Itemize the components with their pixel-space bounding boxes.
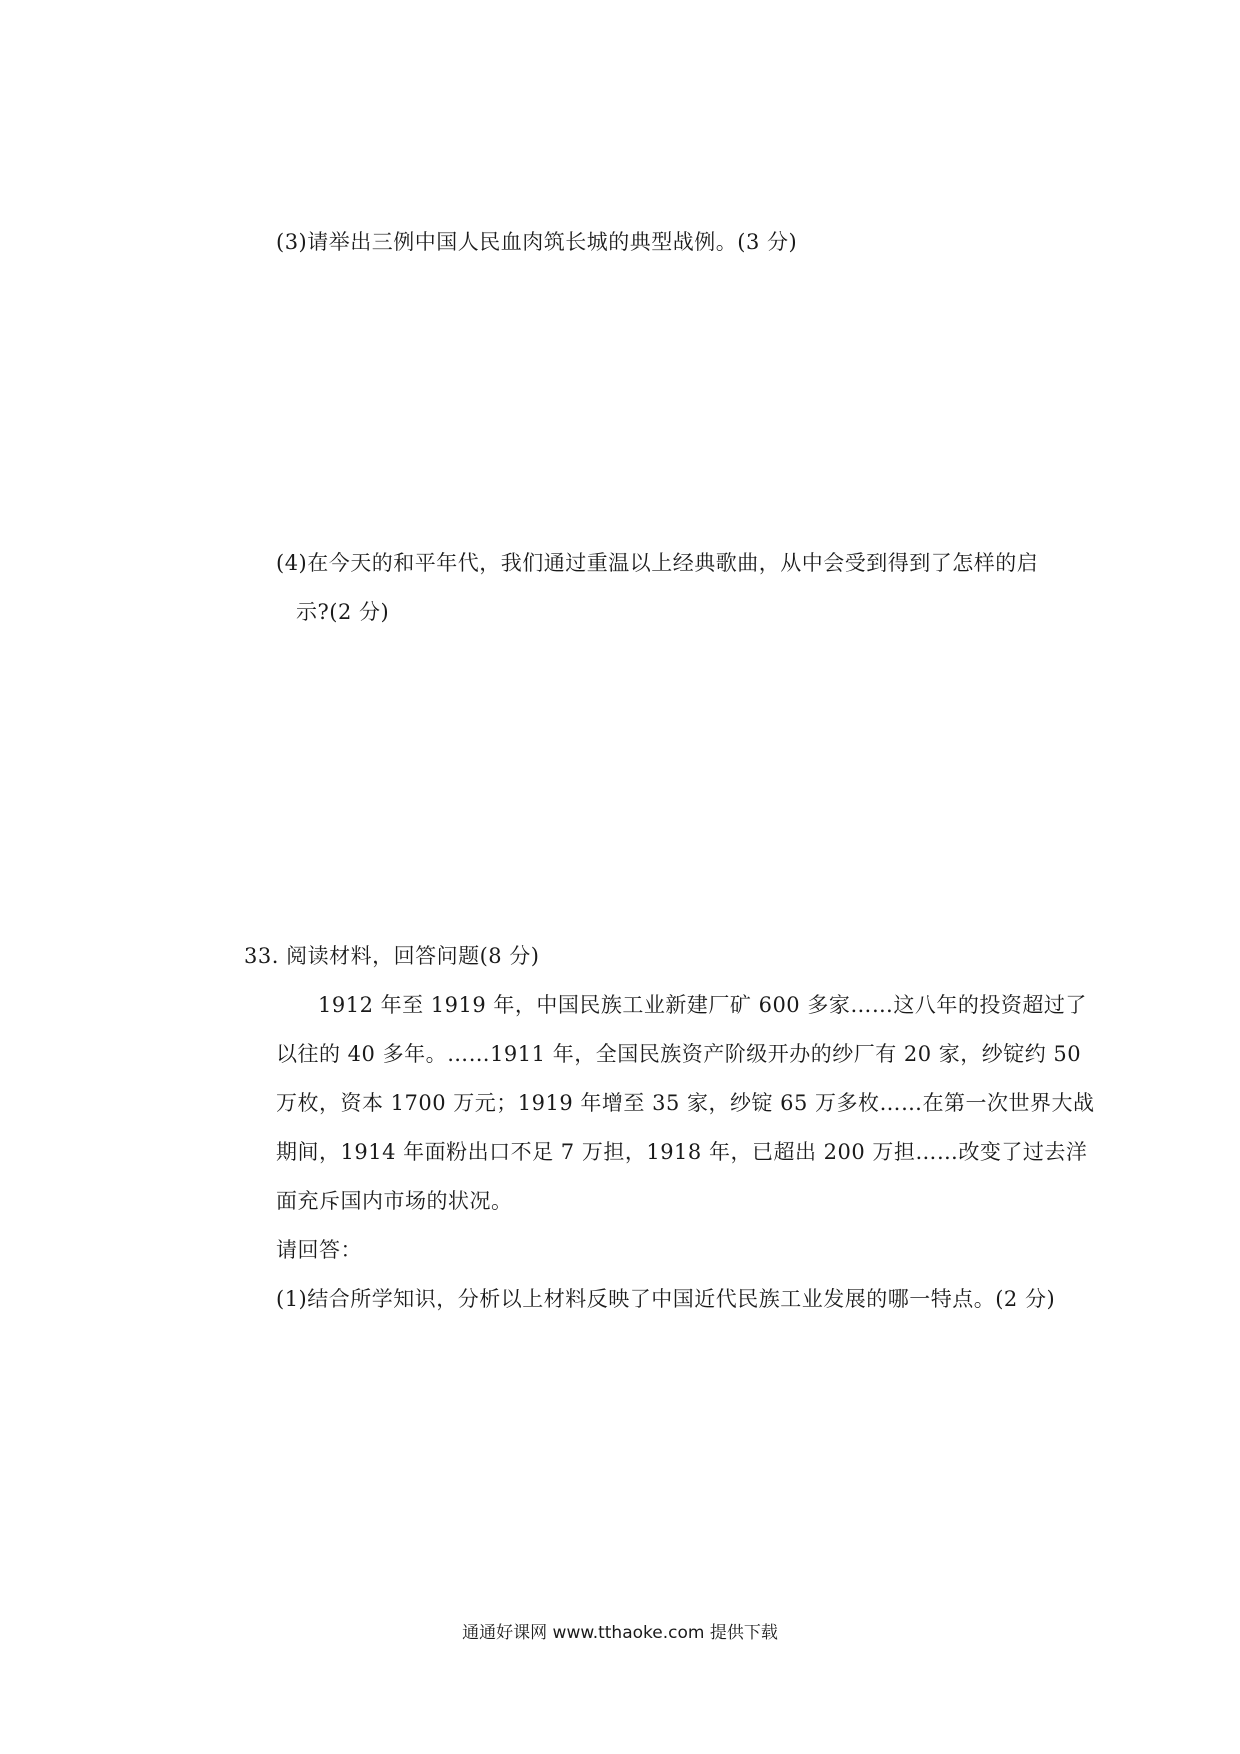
material-line: 面充斥国内市场的状况。	[276, 1189, 513, 1213]
question-32-part-4-line-1: (4)在今天的和平年代，我们通过重温以上经典歌曲，从中会受到得到了怎样的启	[276, 551, 1039, 575]
question-32-part-3: (3)请举出三例中国人民血肉筑长城的典型战例。(3 分)	[276, 230, 798, 254]
page-footer: 通通好课网 www.tthaoke.com 提供下载	[462, 1623, 778, 1643]
question-33-part-1: (1)结合所学知识，分析以上材料反映了中国近代民族工业发展的哪一特点。(2 分)	[276, 1287, 1056, 1311]
answer-prompt: 请回答：	[276, 1238, 362, 1262]
question-33-heading: 33. 阅读材料，回答问题(8 分)	[244, 944, 540, 968]
material-line: 万枚，资本 1700 万元；1919 年增至 35 家，纱锭 65 万多枚……在第一次世界大战	[276, 1091, 1095, 1115]
material-line: 以往的 40 多年。……1911 年，全国民族资产阶级开办的纱厂有 20 家，纱锭约 50	[276, 1042, 1082, 1066]
material-line: 1912 年至 1919 年，中国民族工业新建厂矿 600 多家……这八年的投资超过了	[318, 993, 1087, 1017]
material-line: 期间，1914 年面粉出口不足 7 万担，1918 年，已超出 200 万担……改变了过去洋	[276, 1140, 1088, 1164]
question-32-part-4-line-2: 示?(2 分)	[296, 600, 390, 624]
